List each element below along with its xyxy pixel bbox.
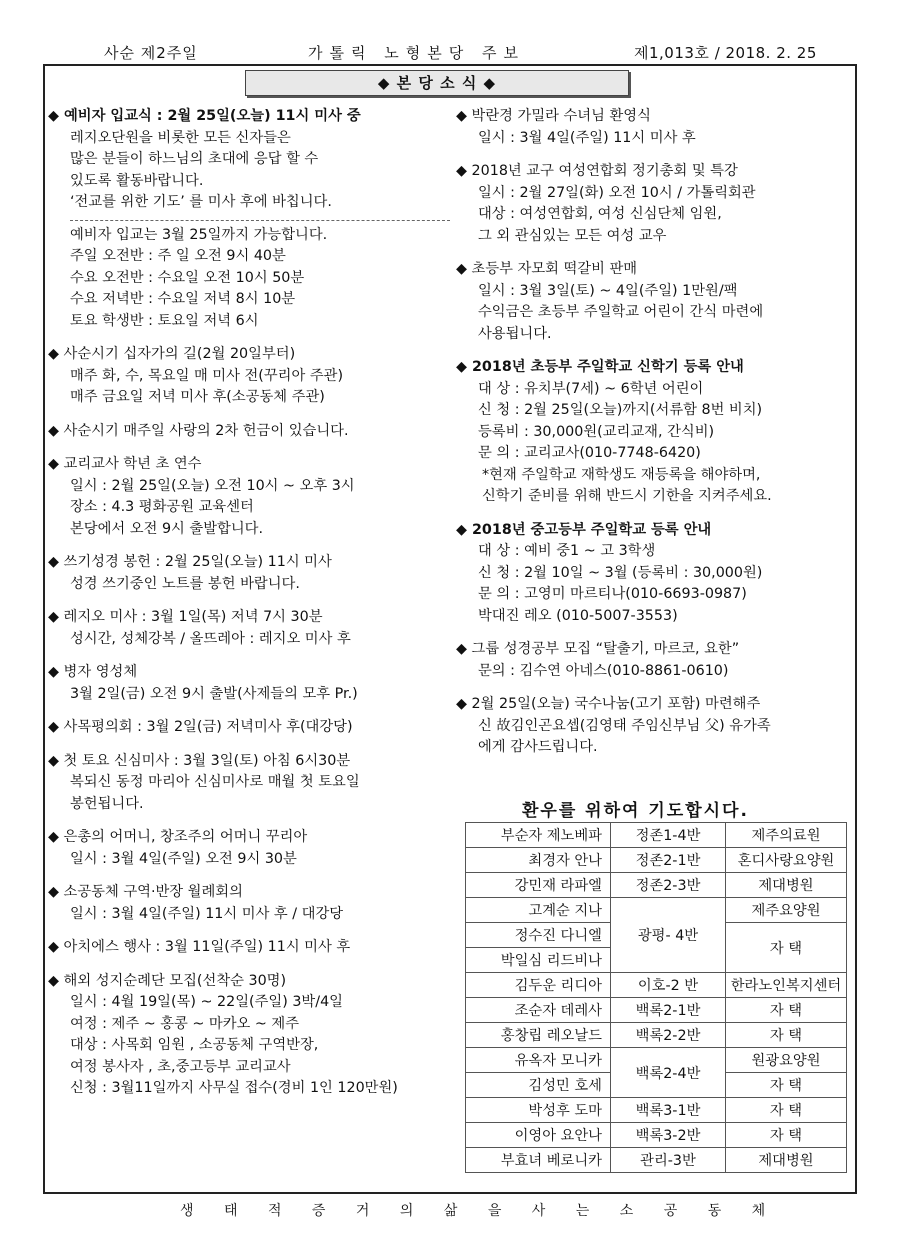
patient-group: 정존2-3반 xyxy=(611,873,726,898)
notice-item xyxy=(48,971,448,1100)
patient-place: 자 택 xyxy=(726,1098,847,1123)
notice-line: 일시 : 3월 3일(토) ~ 4일(주일) 1만원/팩 xyxy=(478,282,738,299)
patient-name: 부순자 제노베파 xyxy=(466,823,611,848)
notice-line: 레지오단원을 비롯한 모든 신자들은 xyxy=(70,129,291,146)
prayer-table xyxy=(465,822,847,1173)
prayer-row xyxy=(466,1148,847,1173)
notice-title: ◆ 사순시기 매주일 사랑의 2차 헌금이 있습니다. xyxy=(48,422,349,439)
notice-title: ◆ 그룹 성경공부 모집 “탈출기, 마르코, 요한” xyxy=(456,641,740,657)
notice-line: 있도록 활동바랍니다. xyxy=(70,172,204,189)
notice-title: ◆ 2018년 초등부 주일학교 신학기 등록 안내 xyxy=(456,359,744,375)
notice-note: *현재 주일학교 재학생도 재등록을 해야하며, xyxy=(482,466,761,483)
notice-title: ◆ 예비자 입교식 : 2월 25일(오늘) 11시 미사 중 xyxy=(48,108,361,124)
notice-item xyxy=(48,454,448,540)
patient-name: 홍창립 레오날드 xyxy=(466,1023,611,1048)
left-column xyxy=(48,106,448,1112)
notice-item xyxy=(456,694,856,759)
prayer-row xyxy=(466,898,847,923)
notice-item xyxy=(48,717,448,739)
notice-line: 성경 쓰기중인 노트를 봉헌 바랍니다. xyxy=(70,575,300,592)
notice-title: ◆ 사순시기 십자가의 길(2월 20일부터) xyxy=(48,346,296,362)
notice-line: 문의 : 김수연 아네스(010-8861-0610) xyxy=(478,662,729,679)
patient-name: 고계순 지나 xyxy=(466,898,611,923)
notice-item xyxy=(456,520,856,628)
notice-title: ◆ 병자 영성체 xyxy=(48,664,138,680)
notice-line: 장소 : 4.3 평화공원 교육센터 xyxy=(70,499,254,515)
notice-title: ◆ 박란경 가밀라 수녀님 환영식 xyxy=(456,108,651,124)
notice-line: 박대진 레오 (010-5007-3553) xyxy=(478,607,678,624)
prayer-row xyxy=(466,873,847,898)
notice-title: ◆ 첫 토요 신심미사 : 3월 3일(토) 아침 6시30분 xyxy=(48,752,351,769)
notice-item xyxy=(456,639,856,682)
patient-name: 유옥자 모니카 xyxy=(466,1048,611,1073)
patient-group: 이호-2 반 xyxy=(611,973,726,998)
notice-title: ◆ 레지오 미사 : 3월 1일(목) 저녁 7시 30분 xyxy=(48,609,323,625)
notice-line: 일시 : 3월 4일(주일) 11시 미사 후 / 대강당 xyxy=(70,905,344,922)
prayer-row xyxy=(466,998,847,1023)
header-title: 가톨릭 노형본당 주보 xyxy=(308,44,525,62)
notice-item xyxy=(48,607,448,650)
patient-place: 혼디사랑요양원 xyxy=(726,848,847,873)
patient-name: 김성민 호세 xyxy=(466,1073,611,1098)
notice-item xyxy=(48,882,448,925)
notice-line: 성시간, 성체강복 / 올뜨레아 : 레지오 미사 후 xyxy=(70,630,351,647)
patient-place: 제주요양원 xyxy=(726,898,847,923)
notice-title: ◆ 2018년 중고등부 주일학교 등록 안내 xyxy=(456,521,712,538)
notice-line: 일시 : 2월 27일(화) 오전 10시 / 가톨릭회관 xyxy=(478,184,756,201)
notice-line: 신청 : 3월11일까지 사무실 접수(경비 1인 120만원) xyxy=(70,1080,398,1096)
section-banner: ◆ 본 당 소 식 ◆ xyxy=(245,70,629,96)
patient-place: 한라노인복지센터 xyxy=(726,973,847,998)
prayer-row xyxy=(466,1023,847,1048)
prayer-row xyxy=(466,848,847,873)
prayer-row xyxy=(466,823,847,848)
notice-title: ◆ 은총의 어머니, 창조주의 어머니 꾸리아 xyxy=(48,829,308,845)
patient-name: 강민재 라파엘 xyxy=(466,873,611,898)
notice-line: 예비자 입교는 3월 25일까지 가능합니다. xyxy=(70,226,328,243)
notice-line: 신 故김인곤요셉(김영태 주임신부님 父) 유가족 xyxy=(478,717,771,734)
prayer-row xyxy=(466,1123,847,1148)
notice-item xyxy=(456,161,856,247)
patient-group: 백록2-1반 xyxy=(611,998,726,1023)
notice-title: ◆ 2월 25일(오늘) 국수나눔(고기 포함) 마련해주 xyxy=(456,696,761,712)
notice-line: 대 상 : 예비 중1 ~ 고 3학생 xyxy=(478,543,656,559)
notice-line: 봉헌됩니다. xyxy=(70,795,144,812)
notice-title: ◆ 교리교사 학년 초 연수 xyxy=(48,456,202,472)
patient-name: 이영아 요안나 xyxy=(466,1123,611,1148)
notice-line: 사용됩니다. xyxy=(478,325,552,342)
patient-place: 자 택 xyxy=(726,1123,847,1148)
notice-line: 토요 학생반 : 토요일 저녁 6시 xyxy=(70,312,259,329)
notice-note: 신학기 준비를 위해 반드시 기한을 지켜주세요. xyxy=(482,488,772,504)
prayer-row xyxy=(466,973,847,998)
notice-title: ◆ 소공동체 구역·반장 월례회의 xyxy=(48,884,243,900)
notice-line: 대 상 : 유치부(7세) ~ 6학년 어린이 xyxy=(478,380,704,397)
notice-item xyxy=(456,259,856,345)
patient-place: 자 택 xyxy=(726,998,847,1023)
patient-name: 조순자 데레사 xyxy=(466,998,611,1023)
patient-name: 정수진 다니엘 xyxy=(466,923,611,948)
patient-place: 자 택 xyxy=(726,923,847,973)
notice-title: ◆ 2018년 교구 여성연합회 정기총회 및 특강 xyxy=(456,163,738,179)
notice-line: 일시 : 2월 25일(오늘) 오전 10시 ~ 오후 3시 xyxy=(70,477,355,494)
prayer-row xyxy=(466,1048,847,1073)
patient-name: 박성후 도마 xyxy=(466,1098,611,1123)
notice-line: 문 의 : 교리교사(010-7748-6420) xyxy=(478,445,701,461)
patient-place: 제대병원 xyxy=(726,873,847,898)
notice-line: 본당에서 오전 9시 출발합니다. xyxy=(70,520,264,537)
notice-line: 매주 화, 수, 목요일 매 미사 전(꾸리아 주관) xyxy=(70,367,344,384)
notice-title: ◆ 아치에스 행사 : 3월 11일(주일) 11시 미사 후 xyxy=(48,939,351,955)
notice-line: 수요 오전반 : 수요일 오전 10시 50분 xyxy=(70,269,305,286)
notice-item xyxy=(48,937,448,959)
patient-group: 백록2-4반 xyxy=(611,1048,726,1098)
notice-title: ◆ 초등부 자모회 떡갈비 판매 xyxy=(456,261,638,277)
notice-line: 수요 저녁반 : 수요일 저녁 8시 10분 xyxy=(70,291,296,307)
notice-line: 대상 : 사목회 임원 , 소공동체 구역반장, xyxy=(70,1037,319,1053)
notice-line: 에게 감사드립니다. xyxy=(478,739,598,755)
notice-line: 일시 : 3월 4일(주일) 11시 미사 후 xyxy=(478,129,696,146)
notice-item xyxy=(48,421,448,443)
patient-group: 관리-3반 xyxy=(611,1148,726,1173)
patient-place: 원광요양원 xyxy=(726,1048,847,1073)
notice-line: 3월 2일(금) 오전 9시 출발(사제들의 모후 Pr.) xyxy=(70,685,358,702)
patient-group: 정존1-4반 xyxy=(611,823,726,848)
prayer-row xyxy=(466,1098,847,1123)
notice-line: 주일 오전반 : 주 일 오전 9시 40분 xyxy=(70,248,286,264)
notice-line: 그 외 관심있는 모든 여성 교우 xyxy=(478,227,667,244)
patient-group: 정존2-1반 xyxy=(611,848,726,873)
patient-group: 백록3-2반 xyxy=(611,1123,726,1148)
notice-line: 대상 : 여성연합회, 여성 신심단체 임원, xyxy=(478,206,722,222)
notice-title: ◆ 사목평의회 : 3월 2일(금) 저녁미사 후(대강당) xyxy=(48,719,353,735)
notice-line: 등록비 : 30,000원(교리교재, 간식비) xyxy=(478,423,715,440)
notice-line: 일시 : 4월 19일(목) ~ 22일(주일) 3박/4일 xyxy=(70,994,343,1010)
notice-title: ◆ 쓰기성경 봉헌 : 2월 25일(오늘) 11시 미사 xyxy=(48,554,332,570)
notice-item xyxy=(456,106,856,149)
header-season: 사순 제2주일 xyxy=(104,44,198,62)
patient-group: 광평- 4반 xyxy=(611,898,726,973)
notice-line: 복되신 동정 마리아 신심미사로 매월 첫 토요일 xyxy=(70,774,360,790)
footer-slogan: 생 태 적 증 거 의 삶 을 사 는 소 공 동 체 xyxy=(180,1203,779,1219)
patient-group: 백록2-2반 xyxy=(611,1023,726,1048)
patient-group: 백록3-1반 xyxy=(611,1098,726,1123)
patient-place: 자 택 xyxy=(726,1023,847,1048)
notice-line: 문 의 : 고영미 마르티나(010-6693-0987) xyxy=(478,586,747,602)
notice-line: 여정 봉사자 , 초,중고등부 교리교사 xyxy=(70,1058,291,1075)
notice-item xyxy=(48,662,448,705)
prayer-title: 환우를 위하여 기도합시다. xyxy=(522,801,749,821)
notice-line: 수익금은 초등부 주일학교 어린이 간식 마련에 xyxy=(478,304,764,320)
notice-line: 매주 금요일 저녁 미사 후(소공동체 주관) xyxy=(70,389,325,405)
notice-line: 일시 : 3월 4일(주일) 오전 9시 30분 xyxy=(70,850,297,867)
patient-place: 자 택 xyxy=(726,1073,847,1098)
notice-line: 신 청 : 2월 25일(오늘)까지(서류함 8번 비치) xyxy=(478,402,763,418)
notice-item xyxy=(48,344,448,409)
patient-place: 제대병원 xyxy=(726,1148,847,1173)
notice-item xyxy=(456,357,856,508)
patient-name: 박일심 리드비나 xyxy=(466,948,611,973)
header-issue: 제1,013호 / 2018. 2. 25 xyxy=(634,44,817,62)
patient-place: 제주의료원 xyxy=(726,823,847,848)
patient-name: 부효녀 베로니카 xyxy=(466,1148,611,1173)
right-column xyxy=(456,106,856,771)
notice-item xyxy=(48,552,448,595)
patient-name: 김두운 리디아 xyxy=(466,973,611,998)
notice-line: 여정 : 제주 ~ 홍콩 ~ 마카오 ~ 제주 xyxy=(70,1015,300,1032)
dashed-divider xyxy=(70,220,450,221)
notice-line: ‘전교를 위한 기도’ 를 미사 후에 바칩니다. xyxy=(70,194,332,210)
notice-item xyxy=(48,106,448,332)
notice-line: 많은 분들이 하느님의 초대에 응답 할 수 xyxy=(70,151,319,167)
notice-title: ◆ 해외 성지순례단 모집(선착순 30명) xyxy=(48,972,287,989)
notice-item xyxy=(48,751,448,816)
notice-item xyxy=(48,827,448,870)
patient-name: 최경자 안나 xyxy=(466,848,611,873)
notice-line: 신 청 : 2월 10일 ~ 3월 (등록비 : 30,000원) xyxy=(478,564,763,581)
